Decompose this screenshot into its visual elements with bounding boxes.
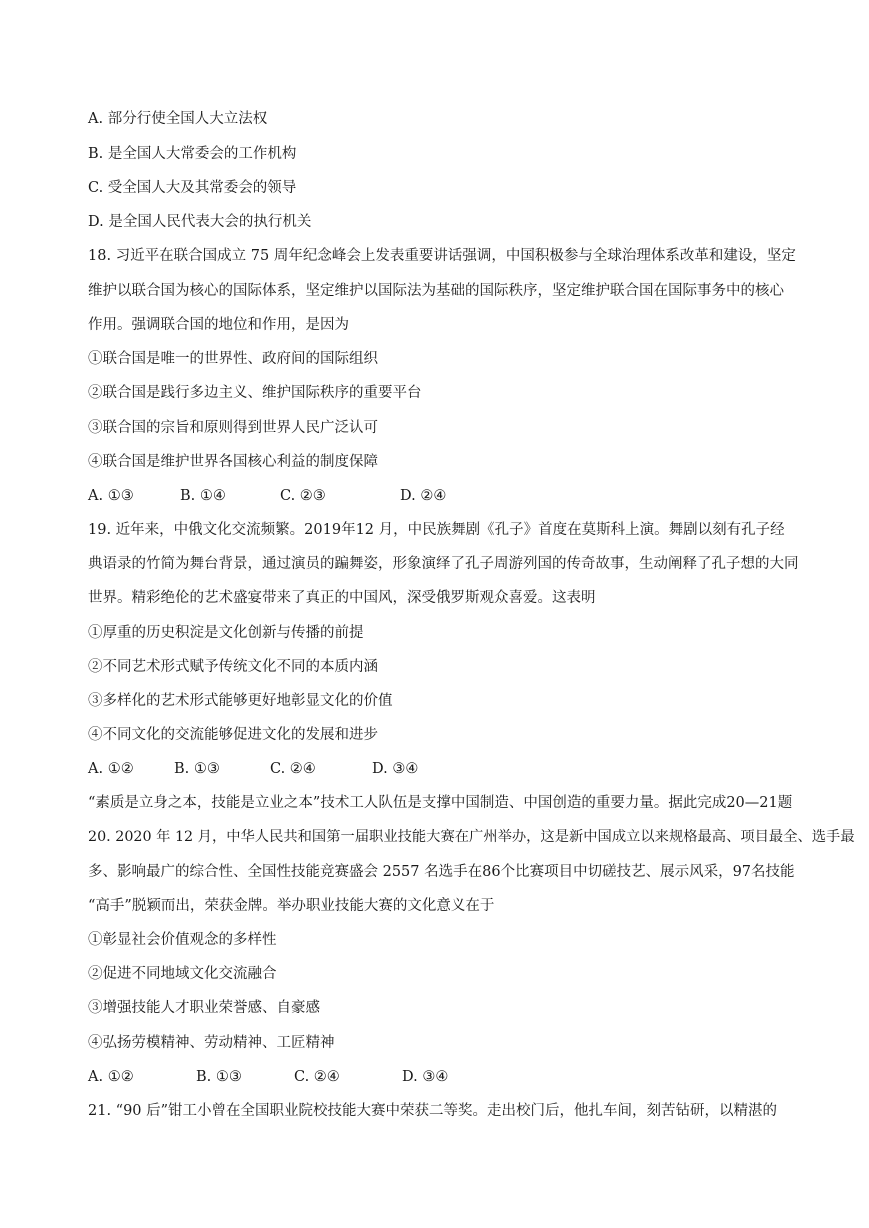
q18-item-2: ②联合国是践行多边主义、维护国际秩序的重要平台 bbox=[88, 385, 422, 401]
q18-choice-c: C. ②③ bbox=[280, 488, 326, 504]
q18-item-1: ①联合国是唯一的世界性、政府间的国际组织 bbox=[88, 351, 378, 367]
q20-choices bbox=[88, 1067, 448, 1087]
q20-stem-line-1: 20. 2020 年 12 月，中华人民共和国第一届职业技能大赛在广州举办，这是新中国成立以来规格最高、项目最全、选手最 bbox=[88, 829, 855, 845]
q20-stem-line-2: 多、影响最广的综合性、全国性技能竞赛盛会 2557 名选手在86个比赛项目中切磋技艺、展示风采，97名技能 bbox=[88, 864, 795, 880]
q19-item-2: ②不同艺术形式赋予传统文化不同的本质内涵 bbox=[88, 659, 378, 675]
q18-choice-a: A. ①③ bbox=[88, 488, 134, 504]
q19-choice-d: D. ③④ bbox=[372, 761, 419, 777]
q17-option-c: C. 受全国人大及其常委会的领导 bbox=[88, 180, 297, 196]
q19-stem-line-1: 19. 近年来，中俄文化交流频繁。2019年12 月，中民族舞剧《孔子》首度在莫斯科上演。舞剧以刻有孔子经 bbox=[88, 522, 785, 538]
q17-option-b: B. 是全国人大常委会的工作机构 bbox=[88, 146, 297, 162]
q19-choice-a: A. ①② bbox=[88, 761, 134, 777]
q19-choice-b: B. ①③ bbox=[174, 761, 220, 777]
q18-stem-line-2: 维护以联合国为核心的国际体系，坚定维护以国际法为基础的国际秩序，坚定维护联合国在国际事务中的核心 bbox=[88, 283, 784, 299]
q21-stem-line-1: 21. “90 后”钳工小曾在全国职业院校技能大赛中荣获二等奖。走出校门后，他扎车间，刻苦钻研，以精湛的 bbox=[88, 1103, 778, 1119]
q18-choice-b: B. ①④ bbox=[180, 488, 226, 504]
q19-choices bbox=[88, 759, 418, 779]
q20-item-3: ③增强技能人才职业荣誉感、自豪感 bbox=[88, 1000, 320, 1016]
q19-item-1: ①厚重的历史积淀是文化创新与传播的前提 bbox=[88, 625, 364, 641]
q18-item-3: ③联合国的宗旨和原则得到世界人民广泛认可 bbox=[88, 420, 378, 436]
q18-choice-d: D. ②④ bbox=[400, 488, 447, 504]
q17-option-d: D. 是全国人民代表大会的执行机关 bbox=[88, 214, 312, 230]
q18-item-4: ④联合国是维护世界各国核心利益的制度保障 bbox=[88, 454, 378, 470]
q19-choice-c: C. ②④ bbox=[270, 761, 316, 777]
q17-option-a: A. 部分行使全国人大立法权 bbox=[88, 111, 268, 127]
q18-stem-line-3: 作用。强调联合国的地位和作用，是因为 bbox=[88, 317, 349, 333]
q19-item-3: ③多样化的艺术形式能够更好地彰显文化的价值 bbox=[88, 693, 393, 709]
q20-choice-a: A. ①② bbox=[88, 1069, 134, 1085]
q18-stem-line-1: 18. 习近平在联合国成立 75 周年纪念峰会上发表重要讲话强调，中国积极参与全球治理体系改革和建设，坚定 bbox=[88, 248, 796, 264]
q19-stem-line-3: 世界。精彩绝伦的艺术盛宴带来了真正的中国风，深受俄罗斯观众喜爱。这表明 bbox=[88, 590, 596, 606]
q20-choice-c: C. ②④ bbox=[294, 1069, 340, 1085]
q19-stem-line-2: 典语录的竹简为舞台背景，通过演员的蹁舞姿，形象演绎了孔子周游列国的传奇故事，生动阐释了孔子想的大同 bbox=[88, 556, 799, 572]
q19-item-4: ④不同文化的交流能够促进文化的发展和进步 bbox=[88, 727, 378, 743]
q20-item-1: ①彰显社会价值观念的多样性 bbox=[88, 932, 277, 948]
q20-item-2: ②促进不同地域文化交流融合 bbox=[88, 966, 277, 982]
q20-item-4: ④弘扬劳模精神、劳动精神、工匠精神 bbox=[88, 1035, 335, 1051]
q20-choice-d: D. ③④ bbox=[402, 1069, 449, 1085]
material-intro: “素质是立身之本，技能是立业之本”技术工人队伍是支撑中国制造、中国创造的重要力量。据此完成20—21题 bbox=[88, 795, 793, 811]
q20-stem-line-3: “高手”脱颖而出，荣获金牌。举办职业技能大赛的文化意义在于 bbox=[88, 898, 495, 914]
q18-choices bbox=[88, 486, 446, 506]
q20-choice-b: B. ①③ bbox=[196, 1069, 242, 1085]
